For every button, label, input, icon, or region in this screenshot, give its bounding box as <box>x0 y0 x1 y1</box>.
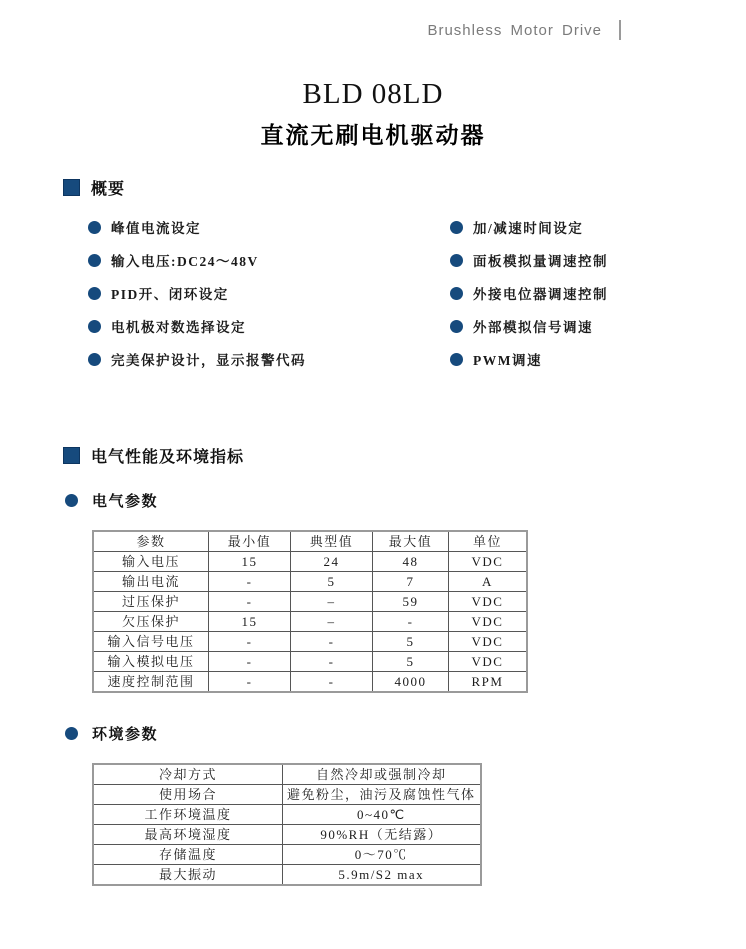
param-cell: 欠压保护 <box>93 612 209 632</box>
table-row <box>93 805 481 825</box>
env-value-cell: 自然冷却或强制冷却 <box>283 764 481 785</box>
env-label-cell: 存储温度 <box>93 845 283 865</box>
model-number: BLD 08LD <box>302 78 444 110</box>
feature-label: 电机极对数选择设定 <box>111 320 246 335</box>
unit-cell: VDC <box>449 632 528 652</box>
max-cell: 48 <box>373 552 449 572</box>
column-header: 参数 <box>93 531 209 552</box>
table-row <box>93 632 527 652</box>
env-value-cell: 避免粉尘，油污及腐蚀性气体 <box>283 785 481 805</box>
env-value-cell: 0~40℃ <box>283 805 481 825</box>
table-row <box>93 572 527 592</box>
unit-cell: VDC <box>449 612 528 632</box>
feature-item <box>88 318 306 334</box>
min-cell: 15 <box>209 552 291 572</box>
typ-cell: - <box>291 672 373 693</box>
max-cell: 5 <box>373 652 449 672</box>
unit-cell: RPM <box>449 672 528 693</box>
env-value-cell: 0～70℃ <box>283 845 481 865</box>
unit-cell: VDC <box>449 652 528 672</box>
param-cell: 输入信号电压 <box>93 632 209 652</box>
table-row <box>93 672 527 693</box>
column-header: 典型值 <box>291 531 373 552</box>
column-header: 单位 <box>449 531 528 552</box>
min-cell: - <box>209 672 291 693</box>
table-row <box>93 612 527 632</box>
electrical-params-label: 电气参数 <box>92 493 159 510</box>
feature-label: 外接电位器调速控制 <box>473 287 608 302</box>
table-row <box>93 652 527 672</box>
max-cell: 59 <box>373 592 449 612</box>
table-row <box>93 552 527 572</box>
specs-section-label: 电气性能及环境指标 <box>91 449 245 466</box>
env-label-cell: 最高环境湿度 <box>93 825 283 845</box>
param-cell: 速度控制范围 <box>93 672 209 693</box>
overview-section-heading <box>63 176 125 199</box>
feature-item <box>450 252 608 268</box>
feature-item <box>88 285 306 301</box>
typ-cell: - <box>291 632 373 652</box>
feature-item <box>450 285 608 301</box>
bullet-dot-icon <box>88 287 101 300</box>
unit-cell: VDC <box>449 592 528 612</box>
typ-cell: – <box>291 612 373 632</box>
max-cell: 7 <box>373 572 449 592</box>
feature-label: 完美保护设计，显示报警代码 <box>111 353 306 368</box>
param-cell: 输出电流 <box>93 572 209 592</box>
table-row <box>93 592 527 612</box>
env-label-cell: 最大振动 <box>93 865 283 886</box>
bullet-dot-icon <box>450 320 463 333</box>
feature-item <box>88 351 306 367</box>
bullet-dot-icon <box>450 287 463 300</box>
max-cell: - <box>373 612 449 632</box>
bullet-dot-icon <box>88 254 101 267</box>
unit-cell: VDC <box>449 552 528 572</box>
feature-item <box>88 219 306 235</box>
feature-item <box>450 351 608 367</box>
typ-cell: 5 <box>291 572 373 592</box>
feature-label: 外部模拟信号调速 <box>473 320 593 335</box>
electrical-params-heading <box>65 490 158 511</box>
env-label-cell: 工作环境温度 <box>93 805 283 825</box>
bullet-dot-icon <box>450 221 463 234</box>
feature-item <box>88 252 306 268</box>
min-cell: - <box>209 592 291 612</box>
overview-section-label: 概要 <box>91 181 126 198</box>
electrical-table-head <box>93 531 527 552</box>
column-header: 最大值 <box>373 531 449 552</box>
bullet-dot-icon <box>65 727 78 740</box>
bullet-dot-icon <box>450 353 463 366</box>
title-block <box>0 78 746 150</box>
bullet-dot-icon <box>88 353 101 366</box>
max-cell: 5 <box>373 632 449 652</box>
specs-section-heading <box>63 444 244 467</box>
bullet-dot-icon <box>65 494 78 507</box>
param-cell: 输入电压 <box>93 552 209 572</box>
env-value-cell: 90%RH（无结露） <box>283 825 481 845</box>
table-row <box>93 785 481 805</box>
feature-item <box>450 219 608 235</box>
param-cell: 过压保护 <box>93 592 209 612</box>
env-value-cell: 5.9m/S2 max <box>283 865 481 886</box>
max-cell: 4000 <box>373 672 449 693</box>
typ-cell: - <box>291 652 373 672</box>
min-cell: - <box>209 572 291 592</box>
product-title: 直流无刷电机驱动器 <box>260 122 486 148</box>
electrical-table-body <box>93 552 527 693</box>
section-square-icon <box>63 447 80 464</box>
environment-params-label: 环境参数 <box>92 726 159 743</box>
feature-label: 面板模拟量调速控制 <box>473 254 608 269</box>
feature-item <box>450 318 608 334</box>
bullet-dot-icon <box>450 254 463 267</box>
typ-cell: 24 <box>291 552 373 572</box>
min-cell: 15 <box>209 612 291 632</box>
environment-table-body <box>93 764 481 885</box>
electrical-params-table <box>92 530 528 693</box>
feature-label: 输入电压:DC24～48V <box>111 254 259 269</box>
bullet-dot-icon <box>88 320 101 333</box>
bullet-dot-icon <box>88 221 101 234</box>
environment-params-table <box>92 763 482 886</box>
feature-list-left <box>88 219 306 384</box>
brand-header <box>427 20 621 40</box>
environment-params-heading <box>65 723 158 744</box>
unit-cell: A <box>449 572 528 592</box>
min-cell: - <box>209 652 291 672</box>
table-row <box>93 825 481 845</box>
feature-label: 加/减速时间设定 <box>473 221 584 236</box>
table-row <box>93 845 481 865</box>
section-square-icon <box>63 179 80 196</box>
brand-text: Brushless Motor Drive <box>427 21 602 39</box>
table-row <box>93 865 481 886</box>
feature-label: 峰值电流设定 <box>111 221 201 236</box>
electrical-header-row <box>93 531 527 552</box>
typ-cell: – <box>291 592 373 612</box>
env-label-cell: 冷却方式 <box>93 764 283 785</box>
param-cell: 输入模拟电压 <box>93 652 209 672</box>
brand-divider-bar <box>619 20 621 40</box>
min-cell: - <box>209 632 291 652</box>
table-row <box>93 764 481 785</box>
feature-list-right <box>450 219 608 384</box>
env-label-cell: 使用场合 <box>93 785 283 805</box>
feature-label: PWM调速 <box>473 353 542 368</box>
column-header: 最小值 <box>209 531 291 552</box>
feature-label: PID开、闭环设定 <box>111 287 229 302</box>
